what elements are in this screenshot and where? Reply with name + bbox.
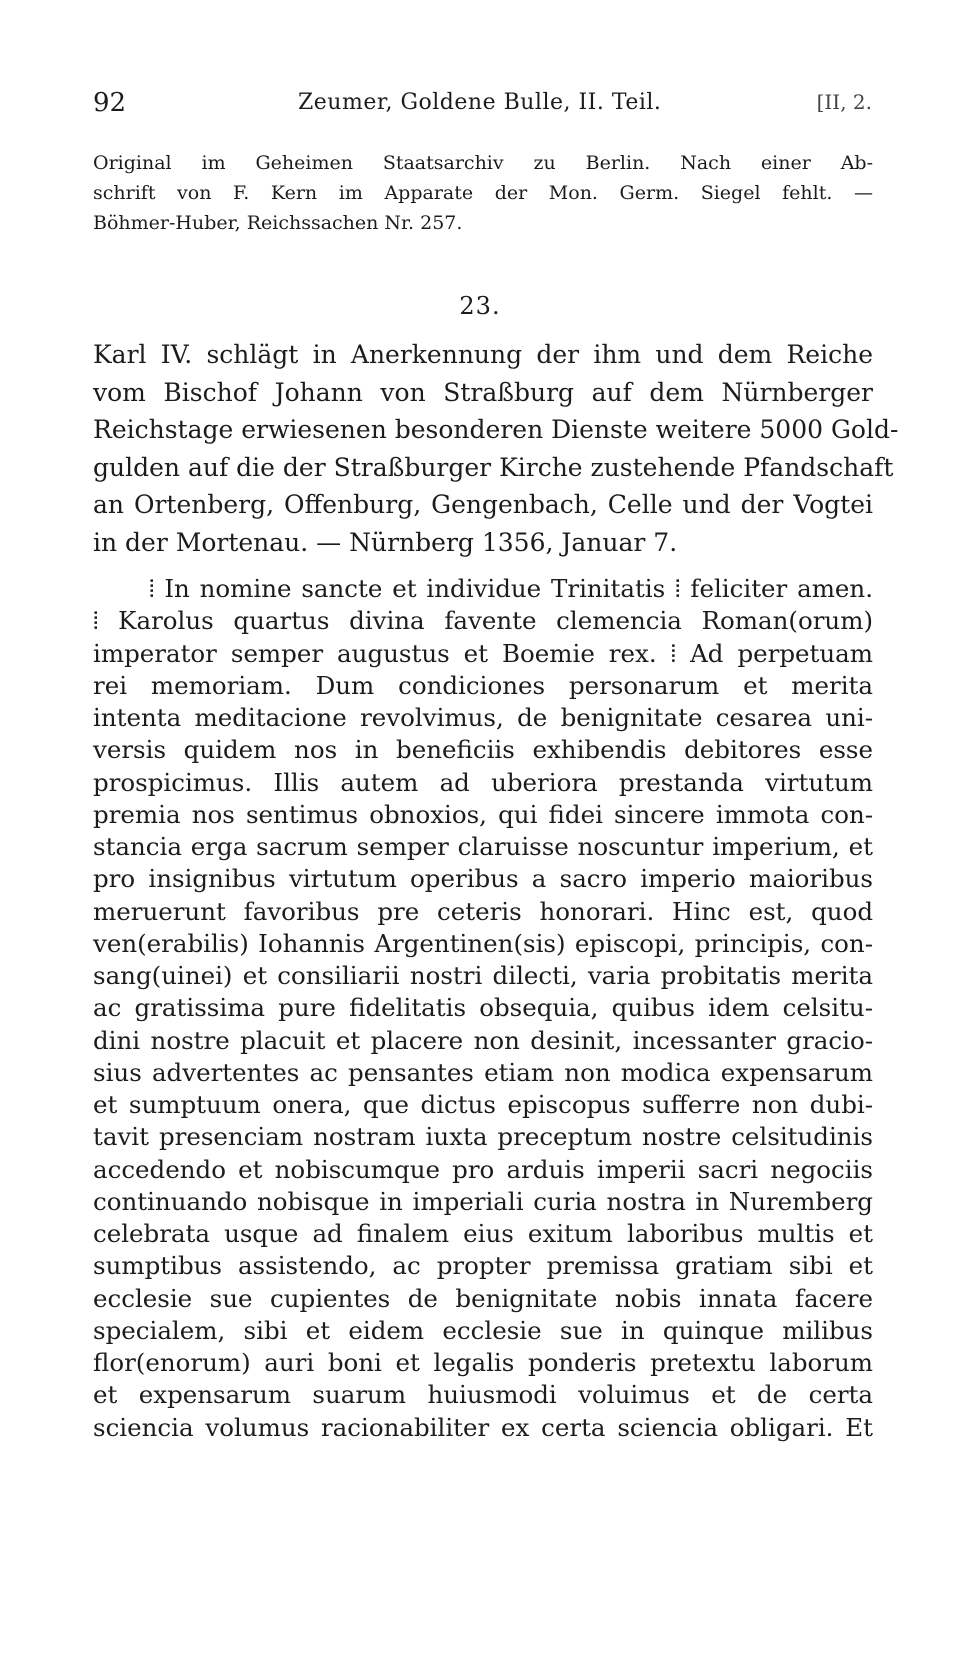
text-line: flor(enorum) auri boni et legalis ponderis pretextu laborum <box>93 1348 873 1377</box>
text-line: pro insignibus virtutum operibus a sacro imperio maioribus <box>93 864 873 894</box>
page-number: 92 <box>93 88 127 118</box>
text-line: dini nostre placuit et placere non desinit, incessanter gracio- <box>93 1025 873 1055</box>
text-line: sumptibus assistendo, ac propter premissa gratiam sibi et <box>93 1251 873 1281</box>
text-line: ⦙ Karolus quartus divina favente clemencia Roman(orum) <box>93 606 873 636</box>
text-line: accedendo et nobiscumque pro arduis imperii sacri negociis <box>93 1154 873 1184</box>
text-line: specialem, sibi et eidem ecclesie sue in quinque milibus <box>93 1315 873 1345</box>
text-line: tavit presenciam nostram iuxta preceptum nostre celsitudinis <box>93 1122 873 1152</box>
source-note <box>93 148 873 238</box>
summary-line: Reichstage erwiesenen besonderen Dienste weitere 5000 Gold- <box>93 415 899 445</box>
text-line: stancia erga sacrum semper claruisse noscuntur imperium, et <box>93 832 873 861</box>
text-line: sius advertentes ac pensantes etiam non modica expensarum <box>93 1057 873 1087</box>
text-line: celebrata usque ad finalem eius exitum laboribus multis et <box>93 1219 873 1248</box>
running-header <box>93 88 872 122</box>
text-line: ac gratissima pure fidelitatis obsequia, quibus idem celsitu- <box>93 993 873 1023</box>
summary-line: an Ortenberg, Offenburg, Gengenbach, Celle und der Vogtei <box>93 490 873 520</box>
text-line: imperator semper augustus et Boemie rex. ⦙ Ad perpetuam <box>93 638 873 668</box>
summary-line: in der Mortenau. — Nürnberg 1356, Januar 7. <box>93 527 678 557</box>
text-line: ven(erabilis) Iohannis Argentinen(sis) episcopi, principis, con- <box>93 928 873 958</box>
text-line: rei memoriam. Dum condiciones personarum et merita <box>93 670 873 700</box>
text-line: ecclesie sue cupientes de benignitate nobis innata facere <box>93 1283 873 1313</box>
summary-line: gulden auf die der Straßburger Kirche zustehende Pfandschaft <box>93 452 894 482</box>
text-line: et sumptuum onera, que dictus episcopus sufferre non dubi- <box>93 1090 873 1119</box>
note-line: Böhmer-Huber, Reichssachen Nr. 257. <box>93 212 463 234</box>
text-line: intenta meditacione revolvimus, de benignitate cesarea uni- <box>93 703 873 732</box>
charter-text <box>93 573 873 1444</box>
text-line: versis quidem nos in beneficiis exhibendis debitores esse <box>93 735 873 765</box>
summary-line: vom Bischof Johann von Straßburg auf dem Nürnberger <box>93 377 873 407</box>
running-title: Zeumer, Goldene Bulle, II. Teil. <box>298 90 662 115</box>
text-line: sciencia volumus racionabiliter ex certa sciencia obligari. Et <box>93 1412 873 1442</box>
note-line: schrift von F. Kern im Apparate der Mon. Germ. Siegel fehlt. — <box>93 182 873 204</box>
text-line: premia nos sentimus obnoxios, qui fidei sincere immota con- <box>93 799 873 829</box>
document-number: 23. <box>459 292 501 320</box>
text-line: prospicimus. Illis autem ad uberiora prestanda virtutum <box>93 767 873 797</box>
text-line: sang(uinei) et consiliarii nostri dilecti, varia probitatis merita <box>93 961 873 990</box>
summary-line: Karl IV. schlägt in Anerkennung der ihm und dem Reiche <box>93 340 873 369</box>
text-line: ⦙ In nomine sancte et individue Trinitatis ⦙ feliciter amen. <box>149 574 873 603</box>
note-line: Original im Geheimen Staatsarchiv zu Berlin. Nach einer Ab- <box>93 152 873 174</box>
text-line: meruerunt favoribus pre ceteris honorari. Hinc est, quod <box>93 896 873 926</box>
section-mark: [II, 2. <box>816 90 872 114</box>
document-summary <box>93 336 899 562</box>
text-line: et expensarum suarum huiusmodi voluimus et de certa <box>93 1380 873 1410</box>
text-line: continuando nobisque in imperiali curia nostra in Nuremberg <box>93 1186 873 1216</box>
